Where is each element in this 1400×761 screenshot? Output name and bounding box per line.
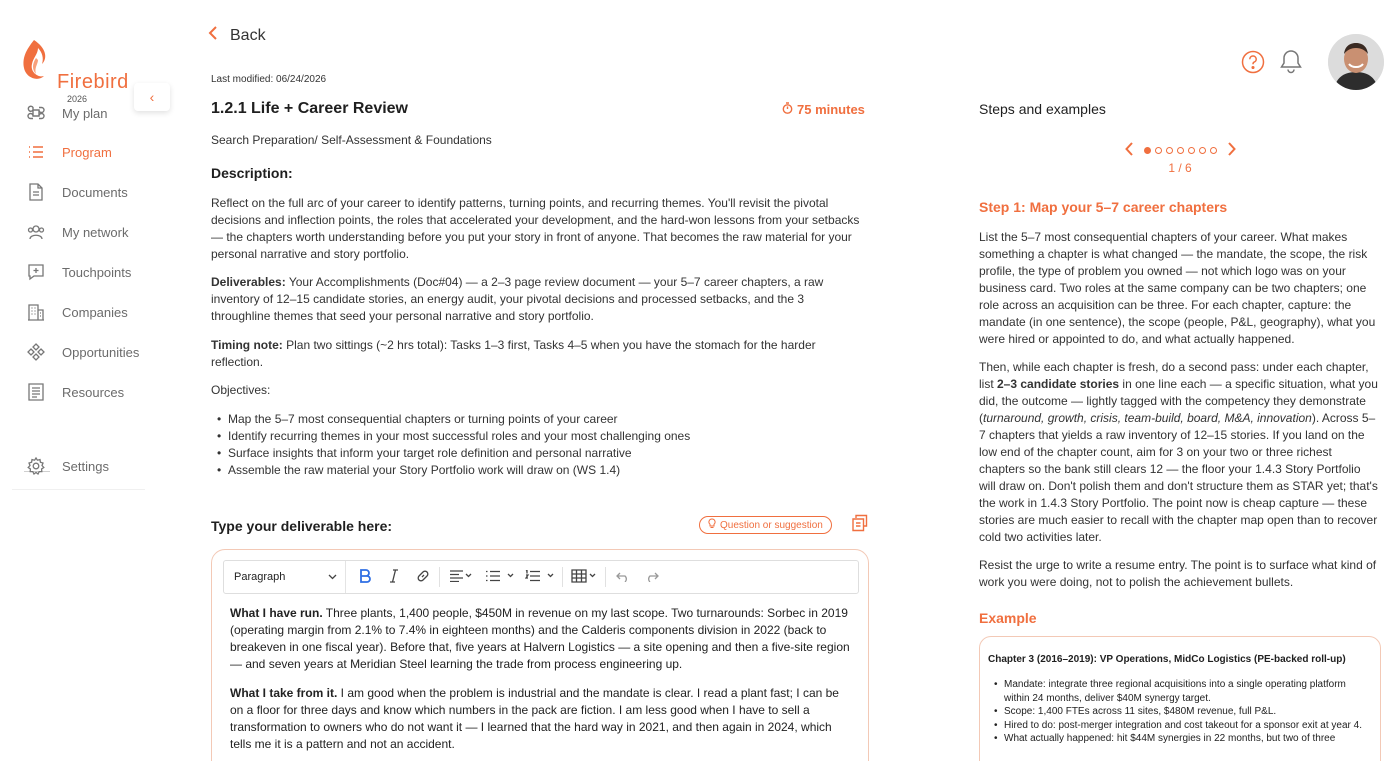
sidebar-item-label: Documents (62, 184, 128, 200)
firebird-logo[interactable] (20, 38, 140, 104)
list-item: • Hired to do: post-merger integration and cost takeout for a sponsor exit at year 4. (994, 719, 1369, 733)
paragraph-body: I am good when the problem is industrial and the mandate is clear. I read a plant fast; I can be on a floor for three days and know which numbers in the pack are fiction. I am less good when I have to sell a transformation to owners who do not want it — I learned that the hard way in 2021, and then again in 2024, which tells me it is a pattern and not an accident. (230, 686, 839, 751)
toolbar-divider (605, 567, 606, 587)
step-bold-text: 2–3 candidate stories (997, 377, 1120, 391)
step-dot[interactable] (1188, 147, 1195, 154)
steps-panel-title: Steps and examples (979, 101, 1106, 117)
sidebar-item-resources[interactable] (12, 379, 145, 405)
sidebar-item-label: Opportunities (62, 344, 140, 360)
building-icon (26, 302, 46, 322)
align-left-icon (449, 569, 473, 585)
sidebar-item-label: Companies (62, 304, 128, 320)
step-text: ). Across 5–7 chapters that yields a raw inventory of 12–15 stories. If you land on the low end of the chapter count, aim for 3 on your two or three richest chapters so the bank still clears 12 — the floor your 1.4.3 Story Portfolio will draw on. Don't polish them and don't structure them as STAR yet; that's the work in 1.4.3 Story Portfolio. The point now is cheap capture — these stories are much easier to recall with the chapter map open than to recover cold two activities later. (979, 411, 1378, 544)
sidebar-item-documents[interactable] (12, 179, 145, 205)
brand-name: Firebird (57, 71, 129, 93)
editor-toolbar (223, 560, 859, 594)
people-icon (26, 222, 46, 242)
example-list (994, 678, 1369, 746)
step-dots (1144, 147, 1217, 154)
bold-icon (359, 569, 371, 586)
editor-paragraph (230, 685, 850, 753)
last-modified: Last modified: 06/24/2026 (211, 74, 327, 85)
sidebar-item-label: Settings (62, 458, 109, 474)
sidebar-item-label: Resources (62, 384, 125, 400)
collapse-sidebar-button[interactable] (134, 83, 170, 111)
bullet-list-icon (485, 569, 515, 585)
list-item: • Surface insights that inform your target role definition and personal narrative (217, 445, 857, 462)
step-italic-text: turnaround, growth, crisis, team-build, board, M&A, innovation (983, 411, 1312, 425)
sidebar (12, 30, 145, 490)
step-dot[interactable] (1199, 147, 1206, 154)
sidebar-item-label: Touchpoints (62, 264, 132, 280)
bold-button[interactable] (350, 561, 379, 593)
step-paragraph: List the 5–7 most consequential chapters of your career. What makes something a chapter is what changed — the mandate, the scope, the risk profile, the type of problem you owned — not which logo was on your business card. Two roles at the same company can be two chapters; one role across an acquisition can be three. For each chapter, capture: the mandate (in one sentence), the scope (people, P&L, geography), what you were hired or appointed to do, and what actually happened. (979, 230, 1376, 346)
description-heading: Description: (211, 165, 293, 181)
objectives-heading: Objectives: (211, 383, 271, 397)
redo-icon (645, 569, 659, 585)
list-item: • Identify recurring themes in your most successful roles and your most challenging ones (217, 428, 857, 445)
step-dot[interactable] (1144, 147, 1151, 154)
paragraph-lead: What I take from it. (230, 686, 338, 700)
sidebar-item-label: My plan (62, 105, 108, 121)
copy-icon (851, 514, 869, 532)
chevron-left-icon (1125, 142, 1134, 156)
table-icon (571, 569, 597, 586)
step-text: in one line each — a specific situation, what you did, the outcome — lightly tagged with the competency they demonstrate ( (979, 377, 1378, 425)
sidebar-item-program[interactable] (12, 139, 145, 165)
link-icon (416, 569, 430, 586)
question-suggestion-button[interactable] (699, 516, 832, 534)
command-icon (26, 103, 46, 123)
step-dot[interactable] (1155, 147, 1162, 154)
numbered-list-icon (525, 569, 555, 585)
list-item: • What actually happened: hit $44M synergies in 22 months, but two of three (994, 732, 1369, 746)
description-text: Reflect on the full arc of your career to identify patterns, turning points, and recurring themes. You'll revisit the pivotal decisions and inflection points, the roles that accelerated your development, and the hard-won lessons from your setbacks — the chapters worth understanding before you put your story in front of anyone. That becomes the raw material for your personal narrative and story portfolio. (211, 196, 860, 261)
undo-button[interactable] (608, 561, 637, 593)
list-item: • Assemble the raw material your Story Portfolio work will draw on (WS 1.4) (217, 462, 857, 479)
brand-year: 2026 (67, 94, 88, 104)
timing-label: Timing note: (211, 338, 283, 352)
italic-button[interactable] (379, 561, 408, 593)
deliverables-text (211, 274, 861, 325)
step-dot[interactable] (1166, 147, 1173, 154)
timing-body: Plan two sittings (~2 hrs total): Tasks 1–3 first, Tasks 4–5 when you have the stomach for the harder reflection. (211, 338, 816, 369)
list-icon (26, 142, 46, 162)
user-photo-icon (1328, 34, 1384, 90)
undo-icon (616, 569, 630, 585)
breadcrumb: Search Preparation/ Self-Assessment & Foundations (211, 133, 492, 147)
deliverables-body: Your Accomplishments (Doc#04) — a 2–3 page review document — your 5–7 career chapters, a raw inventory of 12–15 candidate stories, an energy audit, your pivotal decisions and processed setbacks, and the 3 throughline themes that seed your personal narrative and story portfolio. (211, 275, 824, 323)
previous-step-button[interactable] (1119, 140, 1140, 161)
sidebar-item-touchpoints[interactable] (12, 259, 145, 285)
gear-icon (26, 456, 46, 476)
list-item: • Scope: 1,400 FTEs across 11 sites, $480M revenue, full P&L. (994, 705, 1369, 719)
redo-button[interactable] (637, 561, 666, 593)
page-title: 1.2.1 Life + Career Review (211, 100, 408, 117)
chat-plus-icon (26, 262, 46, 282)
paragraph-body: Three plants, 1,400 people, $450M in revenue on my last scope. Two turnarounds: Sorbec in 2019 (operating margin from 2.1% to 7.4% in eighteen months) and the Calderis components division in 2022 (back to breakeven in one fiscal year). Before that, five years at Halvern Logistics — a site opening and then a five-site region — and seven years at Meridian Steel learning the trade from process engineering up. (230, 606, 850, 671)
notes-icon (26, 382, 46, 402)
chevron-left-icon (208, 25, 218, 46)
timing-note (211, 337, 861, 371)
align-dropdown[interactable] (442, 561, 480, 593)
example-heading: Example (979, 610, 1037, 626)
help-button[interactable] (1241, 50, 1265, 74)
chevron-left-icon: ‹ (149, 89, 155, 105)
block-format-select[interactable] (224, 561, 346, 593)
sidebar-item-label: Program (62, 144, 112, 160)
table-dropdown[interactable] (565, 561, 603, 593)
sidebar-item-my-plan[interactable] (12, 100, 145, 126)
list-item: • Map the 5–7 most consequential chapters or turning points of your career (217, 411, 857, 428)
notifications-button[interactable] (1278, 48, 1304, 74)
document-icon (26, 182, 46, 202)
chevron-right-icon (1227, 142, 1236, 156)
objectives-list (217, 411, 857, 479)
step-dot[interactable] (1210, 147, 1217, 154)
example-card (979, 636, 1381, 761)
editor-text-area[interactable] (230, 605, 850, 761)
chevron-down-icon (328, 571, 337, 583)
flame-icon (20, 38, 52, 84)
block-format-value: Paragraph (234, 571, 286, 583)
question-suggestion-label: Question or suggestion (720, 519, 823, 531)
deliverable-editor (211, 549, 869, 761)
step-paragraph (979, 359, 1379, 546)
sidebar-item-my-network[interactable] (12, 219, 145, 245)
back-label: Back (230, 26, 266, 44)
copy-button[interactable] (851, 514, 869, 532)
step-dot[interactable] (1177, 147, 1184, 154)
step-paragraph: Resist the urge to write a resume entry. The point is to surface what kind of work you were doing, not to polish the achievement bullets. (979, 558, 1377, 589)
step-count: 1 / 6 (1168, 161, 1192, 175)
avatar[interactable] (1328, 34, 1384, 90)
editor-paragraph (230, 605, 850, 673)
step-text: Then, while each chapter is fresh, do a second pass: under each chapter, list (979, 360, 1369, 391)
bell-icon (1278, 48, 1304, 74)
next-step-button[interactable] (1221, 140, 1242, 161)
paragraph-lead: What I have run. (230, 606, 323, 620)
sidebar-item-opportunities[interactable] (12, 339, 145, 365)
sidebar-item-settings[interactable] (12, 453, 145, 479)
link-button[interactable] (408, 561, 437, 593)
list-item: • Mandate: integrate three regional acquisitions into a single operating platform within 24 months, deliver $40M synergy target. (994, 678, 1369, 705)
numbered-list-dropdown[interactable] (520, 561, 560, 593)
question-circle-icon (1241, 50, 1265, 74)
bullet-list-dropdown[interactable] (480, 561, 520, 593)
duration-text: 75 minutes (797, 102, 865, 117)
back-button[interactable] (208, 25, 266, 46)
deliverables-label: Deliverables: (211, 275, 286, 289)
lightbulb-icon (708, 518, 716, 532)
italic-icon (389, 569, 399, 586)
toolbar-divider (439, 567, 440, 587)
sidebar-item-companies[interactable] (12, 299, 145, 325)
diamond-network-icon (26, 342, 46, 362)
duration-badge (782, 102, 865, 117)
step-pager (1120, 140, 1240, 160)
deliverable-heading: Type your deliverable here: (211, 518, 393, 534)
stopwatch-icon (782, 102, 793, 117)
toolbar-divider (562, 567, 563, 587)
step-heading: Step 1: Map your 5–7 career chapters (979, 199, 1228, 215)
example-title: Chapter 3 (2016–2019): VP Operations, MidCo Logistics (PE-backed roll-up) (988, 654, 1346, 665)
sidebar-item-label: My network (62, 224, 129, 240)
